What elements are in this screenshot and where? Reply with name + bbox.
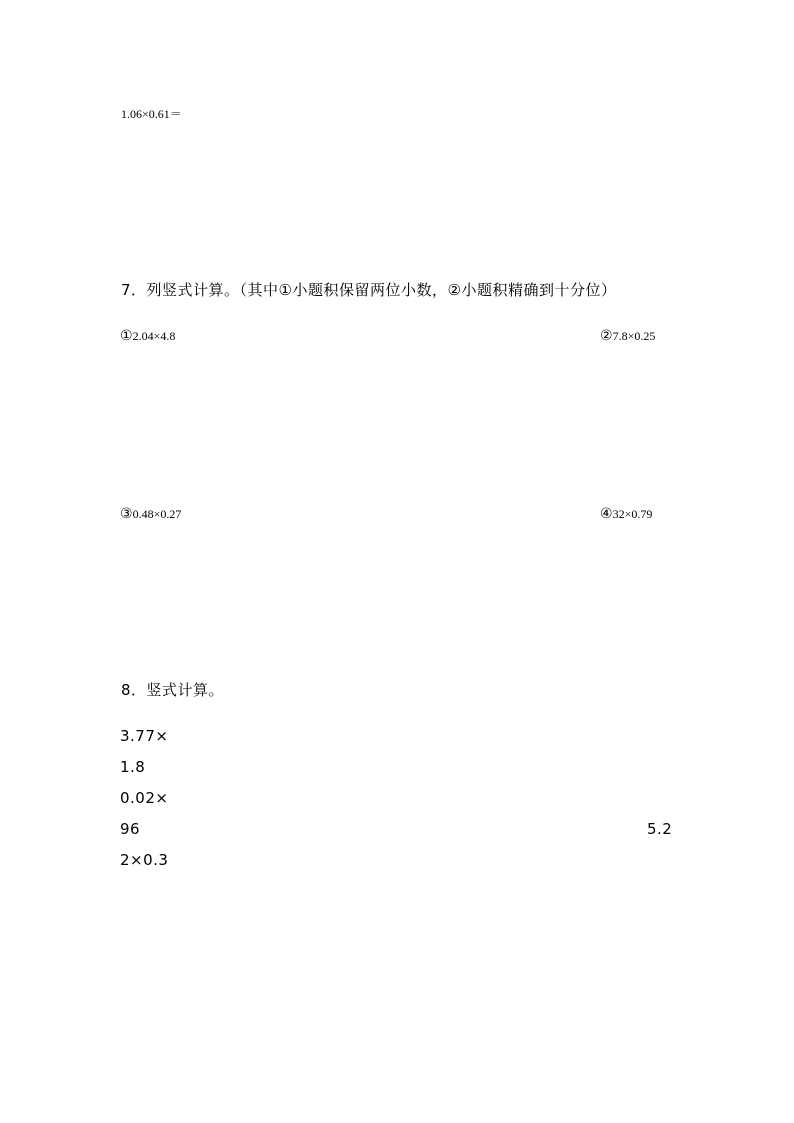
- q7-item-3: [120, 505, 181, 521]
- q7-item-4-expr: 32×0.79: [612, 507, 653, 521]
- top-expression: 1.06×0.61＝: [121, 107, 182, 121]
- q7-item-3-marker: ③: [120, 506, 133, 522]
- q8-line-6: 2×0.3: [120, 851, 169, 869]
- q7-item-4: [600, 505, 652, 521]
- q7-item-1-expr: 2.04×4.8: [132, 329, 176, 343]
- q8-line-2: 1.8: [120, 758, 146, 776]
- question-8-heading: 8．竖式计算。: [121, 681, 225, 699]
- q7-item-4-marker: ④: [600, 506, 613, 522]
- q7-item-2: [600, 327, 655, 343]
- q7-item-1-marker: ①: [120, 328, 133, 344]
- q8-line-5: 5.2: [647, 820, 673, 838]
- q7-item-1: [120, 327, 175, 343]
- q7-item-2-marker: ②: [600, 328, 613, 344]
- q7-item-3-expr: 0.48×0.27: [132, 507, 182, 521]
- q8-line-4: 96: [120, 820, 141, 838]
- q7-item-2-expr: 7.8×0.25: [612, 329, 656, 343]
- q8-line-1: 3.77×: [120, 727, 169, 745]
- question-7-heading: 7．列竖式计算。（其中①小题积保留两位小数，②小题积精确到十分位）: [121, 281, 617, 299]
- q8-line-3: 0.02×: [120, 789, 169, 807]
